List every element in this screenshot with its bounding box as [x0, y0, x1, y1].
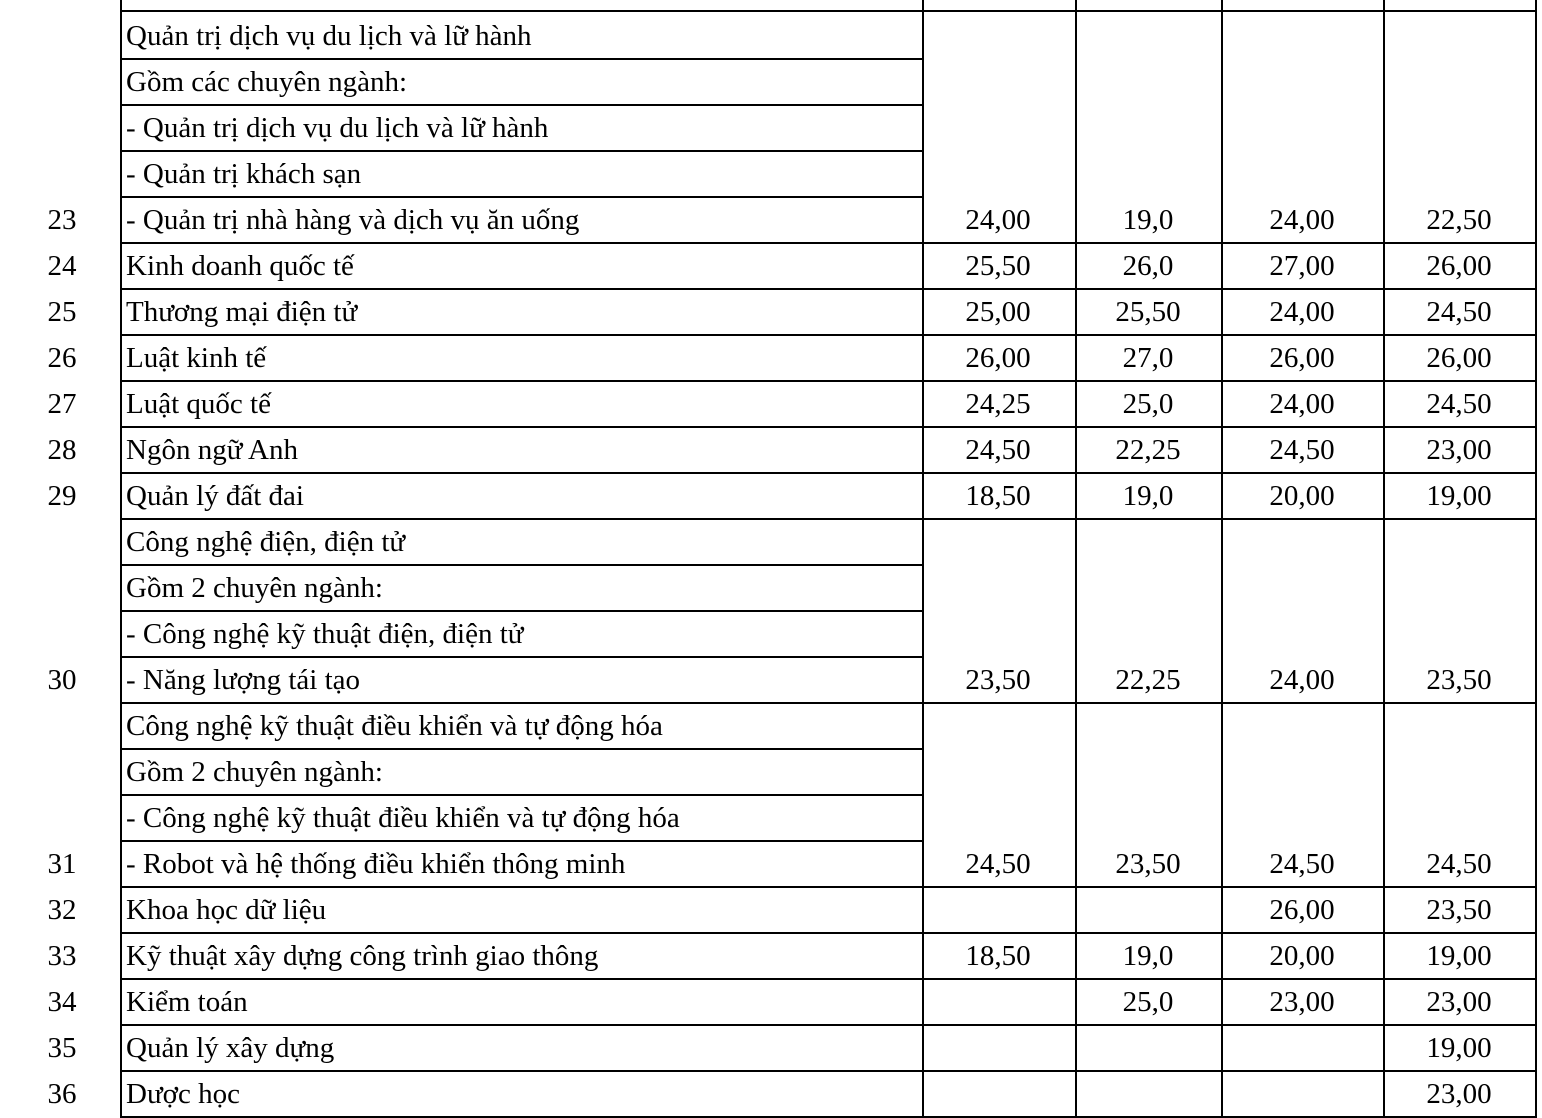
clipped-row-value: [922, 0, 1075, 8]
score-cell: 25,0: [1122, 388, 1174, 420]
score-cell: 25,0: [1122, 986, 1174, 1018]
column-border: [1383, 0, 1385, 1118]
score-cell: [1075, 1071, 1221, 1117]
row-number: 24: [47, 250, 77, 282]
major-detail-line: - Công nghệ kỹ thuật điều khiển và tự động hóa: [126, 802, 680, 834]
score-cell: 20,00: [1269, 940, 1335, 972]
score-cell: 23,50: [1426, 894, 1492, 926]
column-border: [1535, 0, 1537, 1118]
row-number: 25: [47, 296, 77, 328]
column-border: [1075, 0, 1077, 1118]
score-cell: 27,00: [1269, 250, 1335, 282]
row-number: 36: [47, 1078, 77, 1110]
column-border: [120, 0, 122, 1118]
score-cell: 23,00: [1269, 986, 1335, 1018]
score-cell: 27,0: [1122, 342, 1174, 374]
score-cell: 25,00: [965, 296, 1031, 328]
column-border: [1221, 0, 1223, 1118]
score-cell: [922, 1071, 1075, 1117]
major-name: Công nghệ kỹ thuật điều khiển và tự động hóa: [126, 710, 663, 742]
row-border: [120, 10, 1535, 12]
score-cell: 26,0: [1122, 250, 1174, 282]
score-cell: 19,0: [1122, 480, 1174, 512]
score-cell: 19,00: [1426, 1032, 1492, 1064]
score-cell: 26,00: [1426, 250, 1492, 282]
major-detail-line: - Năng lượng tái tạo: [126, 664, 360, 696]
row-number: 33: [47, 940, 77, 972]
row-number: 23: [47, 204, 77, 236]
score-cell: 22,25: [1115, 434, 1181, 466]
row-number: 27: [47, 388, 77, 420]
major-name: Kiểm toán: [126, 986, 248, 1018]
score-cell: 22,25: [1115, 664, 1181, 696]
major-name: Thương mại điện tử: [126, 296, 358, 328]
score-cell: 25,50: [965, 250, 1031, 282]
major-detail-line: Gồm các chuyên ngành:: [126, 66, 408, 98]
row-number: 28: [47, 434, 77, 466]
score-cell: 23,50: [965, 664, 1031, 696]
major-name: Luật kinh tế: [126, 342, 267, 374]
major-name: Quản lý xây dựng: [126, 1032, 335, 1064]
score-cell: 24,00: [1269, 204, 1335, 236]
score-cell: [1221, 1025, 1383, 1071]
score-cell: 23,00: [1426, 1078, 1492, 1110]
score-cell: 19,0: [1122, 940, 1174, 972]
major-detail-line: - Quản trị khách sạn: [126, 158, 362, 190]
score-cell: 26,00: [1269, 894, 1335, 926]
major-name: Quản lý đất đai: [126, 480, 304, 512]
score-cell: [1075, 1025, 1221, 1071]
major-name: Dược học: [126, 1078, 240, 1110]
score-cell: [922, 887, 1075, 933]
score-cell: 23,50: [1115, 848, 1181, 880]
score-cell: 19,00: [1426, 940, 1492, 972]
score-cell: 24,00: [1269, 296, 1335, 328]
score-cell: 23,50: [1426, 664, 1492, 696]
row-number: 30: [47, 664, 77, 696]
row-number: 29: [47, 480, 77, 512]
row-number: 31: [47, 848, 77, 880]
score-cell: 19,0: [1122, 204, 1174, 236]
clipped-row-value: [1383, 0, 1535, 8]
score-cell: 24,25: [965, 388, 1031, 420]
score-cell: 24,50: [965, 848, 1031, 880]
major-detail-line: - Quản trị nhà hàng và dịch vụ ăn uống: [126, 204, 580, 236]
row-number: 32: [47, 894, 77, 926]
score-cell: 19,00: [1426, 480, 1492, 512]
score-cell: 24,50: [1426, 388, 1492, 420]
score-cell: 24,00: [1269, 664, 1335, 696]
major-detail-line: - Công nghệ kỹ thuật điện, điện tử: [126, 618, 524, 650]
score-cell: 22,50: [1426, 204, 1492, 236]
major-detail-line: Gồm 2 chuyên ngành:: [126, 756, 383, 788]
score-cell: 24,00: [1269, 388, 1335, 420]
major-name: Công nghệ điện, điện tử: [126, 526, 406, 558]
score-cell: 24,50: [965, 434, 1031, 466]
major-name: Khoa học dữ liệu: [126, 894, 327, 926]
score-cell: 20,00: [1269, 480, 1335, 512]
score-cell: 26,00: [965, 342, 1031, 374]
clipped-row-value: [1075, 0, 1221, 8]
score-cell: [1075, 887, 1221, 933]
major-name: Kỹ thuật xây dựng công trình giao thông: [126, 940, 599, 972]
major-name: Ngôn ngữ Anh: [126, 434, 299, 466]
clipped-row-value: [1221, 0, 1383, 8]
score-cell: 25,50: [1115, 296, 1181, 328]
score-cell: 24,50: [1269, 848, 1335, 880]
score-cell: 23,00: [1426, 434, 1492, 466]
row-number: 35: [47, 1032, 77, 1064]
score-cell: 26,00: [1426, 342, 1492, 374]
score-cell: [922, 979, 1075, 1025]
score-cell: 26,00: [1269, 342, 1335, 374]
major-detail-line: - Quản trị dịch vụ du lịch và lữ hành: [126, 112, 549, 144]
score-cell: 24,50: [1426, 296, 1492, 328]
major-name: Kinh doanh quốc tế: [126, 250, 354, 282]
score-cell: 18,50: [965, 480, 1031, 512]
score-cell: [922, 1025, 1075, 1071]
clipped-row-text: [126, 0, 916, 8]
score-cell: 24,50: [1269, 434, 1335, 466]
column-border: [922, 0, 924, 1118]
score-cell: 24,00: [965, 204, 1031, 236]
row-number: 34: [47, 986, 77, 1018]
major-name: Quản trị dịch vụ du lịch và lữ hành: [126, 20, 532, 52]
score-cell: 23,00: [1426, 986, 1492, 1018]
score-cell: 24,50: [1426, 848, 1492, 880]
score-cell: 18,50: [965, 940, 1031, 972]
major-detail-line: - Robot và hệ thống điều khiển thông minh: [126, 848, 626, 880]
row-number: 26: [47, 342, 77, 374]
major-name: Luật quốc tế: [126, 388, 271, 420]
score-cell: [1221, 1071, 1383, 1117]
major-detail-line: Gồm 2 chuyên ngành:: [126, 572, 383, 604]
